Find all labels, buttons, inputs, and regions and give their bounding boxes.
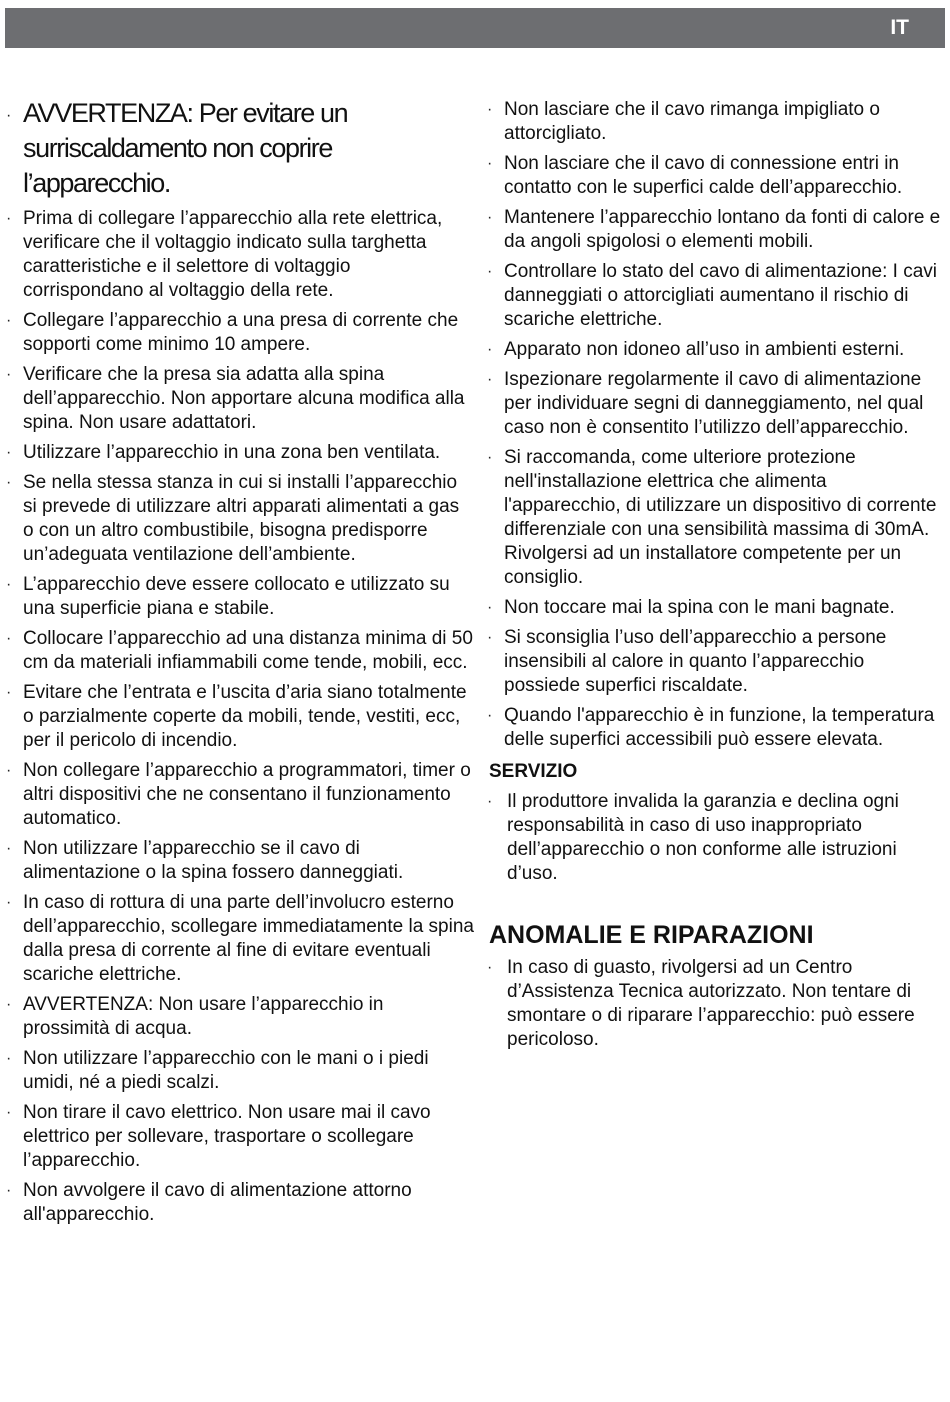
- item-text: Quando l'apparecchio è in funzione, la temperatura delle superfici accessibili può essere elevata.: [504, 705, 935, 750]
- item-text: Il produttore invalida la garanzia e declina ogni responsabilità in caso di uso inappropriato dell’apparecchio o non conforme alle istruzioni d’uso.: [507, 791, 899, 884]
- bullet-icon: ·: [6, 762, 12, 779]
- item-text: In caso di guasto, rivolgersi ad un Centro d’Assistenza Tecnica autorizzato. Non tentare di smontare o di riparare l’apparecchio: può essere pericoloso.: [507, 957, 915, 1050]
- item-text: Verificare che la presa sia adatta alla spina dell’apparecchio. Non apportare alcuna modifica alla spina. Non usare adattatori.: [23, 364, 465, 433]
- list-item: [6, 993, 474, 1041]
- list-item: [487, 260, 945, 332]
- list-item: [487, 368, 945, 440]
- list-item: [6, 837, 474, 885]
- bullet-icon: ·: [6, 894, 12, 911]
- item-text: AVVERTENZA: Non usare l’apparecchio in prossimità di acqua.: [23, 994, 384, 1039]
- header-bar: [5, 8, 945, 48]
- list-item: [6, 681, 474, 753]
- list-item: [487, 446, 945, 590]
- list-item: [487, 206, 945, 254]
- bullet-icon: ·: [487, 629, 493, 646]
- bullet-icon: ·: [6, 210, 12, 227]
- language-label: IT: [890, 16, 909, 39]
- anomalie-list: [487, 956, 945, 1052]
- item-text: Utilizzare l’apparecchio in una zona ben ventilata.: [23, 442, 441, 463]
- bullet-icon: ·: [487, 155, 493, 172]
- bullet-icon: ·: [6, 1182, 12, 1199]
- bullet-icon: ·: [487, 793, 493, 810]
- list-item: [6, 96, 474, 201]
- item-text: Collegare l’apparecchio a una presa di corrente che sopporti come minimo 10 ampere.: [23, 310, 459, 355]
- list-item: [6, 1047, 474, 1095]
- bullet-icon: ·: [6, 312, 12, 329]
- item-text: Non utilizzare l’apparecchio se il cavo di alimentazione o la spina fossero danneggiati.: [23, 838, 404, 883]
- section-title-anomalie: ANOMALIE E RIPARAZIONI: [489, 921, 814, 949]
- list-item: [487, 338, 945, 362]
- bullet-icon: ·: [487, 209, 493, 226]
- bullet-icon: ·: [487, 449, 493, 466]
- bullet-icon: ·: [487, 263, 493, 280]
- item-text: Non tirare il cavo elettrico. Non usare mai il cavo elettrico per sollevare, trasportare o scollegare l’apparecchio.: [23, 1102, 431, 1171]
- list-item: [487, 98, 945, 146]
- list-item: [6, 627, 474, 675]
- item-text: Non collegare l’apparecchio a programmatori, timer o altri dispositivi che ne consentano il funzionamento automatico.: [23, 760, 471, 829]
- item-text: Non utilizzare l’apparecchio con le mani o i piedi umidi, né a piedi scalzi.: [23, 1048, 429, 1093]
- list-item: [487, 152, 945, 200]
- item-text: Non avvolgere il cavo di alimentazione attorno all'apparecchio.: [23, 1180, 412, 1225]
- item-text: Se nella stessa stanza in cui si installi l’apparecchio si prevede di utilizzare altri apparati alimentati a gas o con un altro combustibile, bisogna predisporre un’adeguata ventilazione dell’ambiente.: [23, 472, 460, 565]
- bullet-icon: ·: [6, 1050, 12, 1067]
- list-item: [487, 956, 945, 1052]
- list-item: [6, 1101, 474, 1173]
- bullet-icon: ·: [6, 366, 12, 383]
- list-item: [6, 207, 474, 303]
- list-item: [487, 790, 945, 886]
- item-text: Si sconsiglia l’uso dell’apparecchio a persone insensibili al calore in quanto l’apparecchio possiede superfici riscaldate.: [504, 627, 887, 696]
- bullet-icon: ·: [487, 101, 493, 118]
- list-item: [6, 759, 474, 831]
- item-text: In caso di rottura di una parte dell’involucro esterno dell’apparecchio, scollegare immediatamente la spina dalla presa di corrente al fine di evitare eventuali scariche elettriche.: [23, 892, 474, 985]
- list-item: [6, 1179, 474, 1227]
- list-item: [6, 309, 474, 357]
- list-item: [6, 441, 474, 465]
- left-column: [6, 96, 474, 1233]
- list-item: [487, 596, 945, 620]
- bullet-icon: ·: [487, 707, 493, 724]
- bullet-icon: ·: [6, 444, 12, 461]
- bullet-icon: ·: [6, 474, 12, 491]
- bullet-icon: ·: [6, 996, 12, 1013]
- item-text: Mantenere l’apparecchio lontano da fonti di calore e da angoli spigolosi o elementi mobili.: [504, 207, 941, 252]
- item-text: AVVERTENZA: Per evitare un surriscaldamento non coprire l’apparecchio.: [23, 98, 348, 198]
- list-item: [6, 471, 474, 567]
- bullet-icon: ·: [6, 107, 12, 124]
- list-item: [487, 704, 945, 752]
- bullet-icon: ·: [487, 599, 493, 616]
- list-item: [6, 891, 474, 987]
- item-text: Non lasciare che il cavo di connessione entri in contatto con le superfici calde dell’apparecchio.: [504, 153, 903, 198]
- item-text: Non lasciare che il cavo rimanga impigliato o attorcigliato.: [504, 99, 880, 144]
- right-column: [487, 98, 945, 1058]
- item-text: Collocare l’apparecchio ad una distanza minima di 50 cm da materiali infiammabili come tende, mobili, ecc.: [23, 628, 473, 673]
- item-text: Apparato non idoneo all’uso in ambienti esterni.: [504, 339, 905, 360]
- servizio-list: [487, 790, 945, 886]
- item-text: L’apparecchio deve essere collocato e utilizzato su una superficie piana e stabile.: [23, 574, 450, 619]
- list-item: [6, 363, 474, 435]
- list-item: [6, 573, 474, 621]
- bullet-icon: ·: [487, 341, 493, 358]
- list-item: [487, 626, 945, 698]
- bullet-icon: ·: [6, 684, 12, 701]
- item-text: Controllare lo stato del cavo di alimentazione: I cavi danneggiati o attorcigliati aumentano il rischio di scariche elettriche.: [504, 261, 938, 330]
- item-text: Si raccomanda, come ulteriore protezione nell'installazione elettrica che alimenta l'apparecchio, di utilizzare un dispositivo di corrente differenziale con una sensibilità massima di 30mA. Rivolgersi ad un installatore competente per un consiglio.: [504, 447, 937, 588]
- item-text: Ispezionare regolarmente il cavo di alimentazione per individuare segni di danneggiamento, nel qual caso non è consentito l’utilizzo dell’apparecchio.: [504, 369, 924, 438]
- item-text: Evitare che l’entrata e l’uscita d’aria siano totalmente o parzialmente coperte da mobili, tende, vestiti, ecc, per il pericolo di incendio.: [23, 682, 467, 751]
- bullet-icon: ·: [6, 840, 12, 857]
- bullet-icon: ·: [487, 959, 493, 976]
- safety-list-right: [487, 98, 945, 752]
- bullet-icon: ·: [6, 630, 12, 647]
- item-text: Non toccare mai la spina con le mani bagnate.: [504, 597, 895, 618]
- item-text: Prima di collegare l’apparecchio alla rete elettrica, verificare che il voltaggio indicato sulla targhetta caratteristiche e il selettore di voltaggio corrispondano al voltaggio della rete.: [23, 208, 443, 301]
- safety-list-left: [6, 96, 474, 1227]
- bullet-icon: ·: [487, 371, 493, 388]
- section-title-servizio: SERVIZIO: [489, 761, 578, 782]
- bullet-icon: ·: [6, 1104, 12, 1121]
- bullet-icon: ·: [6, 576, 12, 593]
